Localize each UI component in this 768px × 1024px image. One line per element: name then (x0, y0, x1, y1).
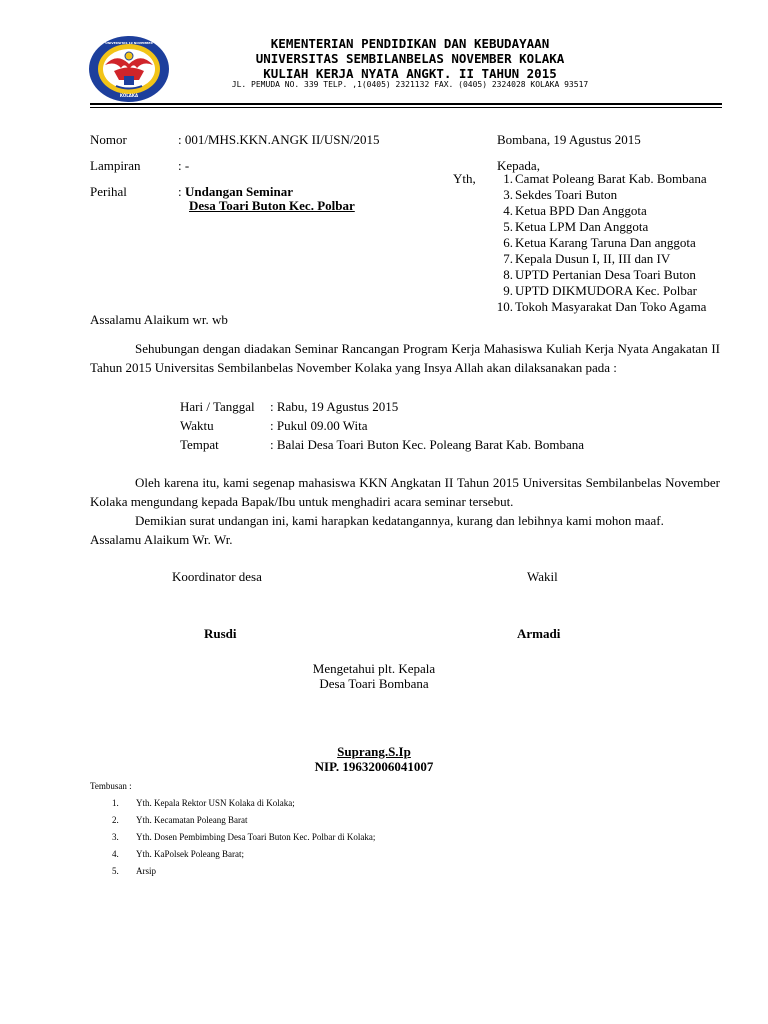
list-item (480, 187, 730, 203)
tembusan-title: Tembusan : (90, 781, 132, 791)
list-item (112, 798, 375, 815)
detail-label: Tempat (180, 437, 219, 452)
detail-value: : Pukul 09.00 Wita (270, 418, 368, 433)
signer-left-name: Rusdi (204, 626, 237, 641)
signer-left-title: Koordinator desa (172, 569, 262, 584)
tembusan-list (112, 798, 375, 883)
signer-center-name (250, 744, 498, 760)
list-item-text: UPTD Pertanian Desa Toari Buton (515, 267, 696, 282)
paragraph-closing: Demikian surat undangan ini, kami harapkan kedatangannya, kurang dan lebihnya kami mohon maaf. (135, 513, 664, 528)
recipient-list (480, 171, 730, 315)
yth-label: Yth, (453, 171, 476, 186)
list-item (480, 171, 730, 187)
list-item (480, 251, 730, 267)
perihal-value-line1: Undangan Seminar (185, 184, 293, 199)
list-item-text: Yth. Dosen Pembimbing Desa Toari Buton Kec. Polbar di Kolaka; (136, 832, 376, 842)
list-item (480, 267, 730, 283)
list-item-number: 4. (503, 203, 513, 218)
perihal-colon: : (178, 184, 182, 199)
perihal-value-line2: Desa Toari Buton Kec. Polbar (189, 198, 355, 213)
list-item-text: Tokoh Masyarakat Dan Toko Agama (515, 299, 707, 314)
signer-right-title: Wakil (527, 569, 558, 584)
list-item (480, 299, 730, 315)
detail-label: Hari / Tanggal (180, 399, 255, 414)
letter-date: Bombana, 19 Agustus 2015 (497, 132, 641, 147)
list-item-text: Arsip (136, 866, 156, 876)
list-item (480, 203, 730, 219)
signer-center-title-line2: Desa Toari Bombana (319, 676, 429, 691)
list-item-number: 3. (503, 187, 513, 202)
lampiran-value: : - (178, 158, 190, 173)
list-item-number: 6. (503, 235, 513, 250)
list-item-text: Ketua Karang Taruna Dan anggota (515, 235, 696, 250)
kepada-label: Kepada, (497, 158, 540, 173)
nomor-value: : 001/MHS.KKN.ANGK II/USN/2015 (178, 132, 380, 147)
nomor-label: Nomor (90, 132, 127, 147)
header-divider-thin (90, 107, 722, 108)
paragraph-invite-attendance: Oleh karena itu, kami segenap mahasiswa KKN Angkatan II Tahun 2015 Universitas Sembilanbelas November Kolaka mengundang kepada Bapak/Ibu untuk menghadiri acara seminar tersebut. (90, 475, 720, 509)
list-item-text: Ketua BPD Dan Anggota (515, 203, 647, 218)
list-item-number: 4. (112, 849, 119, 859)
signer-center-name-text: Suprang.S.Ip (337, 744, 411, 759)
list-item-text: Camat Poleang Barat Kab. Bombana (515, 171, 707, 186)
list-item-number: 1. (112, 798, 119, 808)
paragraph-invitation: Sehubungan dengan diadakan Seminar Rancangan Program Kerja Mahasiswa Kuliah Kerja Nyata Angakatan II Tahun 2015 Universitas Sembilanbelas November Kolaka yang Insya Allah akan dilaksanakan pada : (90, 341, 720, 375)
list-item-number: 7. (503, 251, 513, 266)
signer-center-title-line1: Mengetahui plt. Kepala (312, 661, 436, 676)
list-item-text: Ketua LPM Dan Anggota (515, 219, 649, 234)
list-item-number: 1. (503, 171, 513, 186)
list-item-text: Yth. KaPolsek Poleang Barat; (136, 849, 244, 859)
list-item-number: 5. (503, 219, 513, 234)
greeting: Assalamu Alaikum wr. wb (90, 312, 228, 327)
lampiran-label: Lampiran (90, 158, 141, 173)
list-item-number: 10. (496, 299, 513, 314)
logo-text-top: UNIVERSITAS 19 NOVEMBER (105, 41, 153, 45)
header-ministry: KEMENTERIAN PENDIDIKAN DAN KEBUDAYAAN (270, 36, 550, 51)
detail-row (180, 435, 700, 454)
header-divider-thick (90, 103, 722, 105)
list-item (480, 219, 730, 235)
header-address: JL. PEMUDA NO. 339 TELP. ,1(0405) 2321132 FAX. (0405) 2324028 KOLAKA 93517 (231, 80, 589, 89)
detail-label: Waktu (180, 418, 214, 433)
list-item (112, 849, 375, 866)
perihal-label: Perihal (90, 184, 127, 199)
list-item-number: 8. (503, 267, 513, 282)
list-item (112, 815, 375, 832)
list-item (112, 866, 375, 883)
list-item-text: UPTD DIKMUDORA Kec. Polbar (515, 283, 697, 298)
list-item (480, 235, 730, 251)
list-item-number: 3. (112, 832, 119, 842)
list-item-text: Sekdes Toari Buton (515, 187, 618, 202)
detail-row (180, 397, 700, 416)
closing-greeting: Assalamu Alaikum Wr. Wr. (90, 532, 233, 547)
detail-value: : Balai Desa Toari Buton Kec. Poleang Barat Kab. Bombana (270, 437, 585, 452)
list-item-number: 2. (112, 815, 119, 825)
list-item (112, 832, 375, 849)
list-item (480, 283, 730, 299)
signer-center-nip: NIP. 19632006041007 (314, 759, 434, 774)
header-program: KULIAH KERJA NYATA ANGKT. II TAHUN 2015 (263, 66, 557, 81)
list-item-text: Kepala Dusun I, II, III dan IV (515, 251, 671, 266)
detail-value: : Rabu, 19 Agustus 2015 (270, 399, 399, 414)
list-item-text: Yth. Kecamatan Poleang Barat (136, 815, 248, 825)
event-details (180, 397, 700, 454)
list-item-number: 5. (112, 866, 119, 876)
signer-right-name: Armadi (517, 626, 561, 641)
detail-row (180, 416, 700, 435)
header-university: UNIVERSITAS SEMBILANBELAS NOVEMBER KOLAKA (255, 51, 565, 66)
list-item-number: 9. (503, 283, 513, 298)
list-item-text: Yth. Kepala Rektor USN Kolaka di Kolaka; (136, 798, 295, 808)
logo-text-bottom: KOLAKA (119, 93, 139, 98)
university-logo (88, 34, 170, 104)
